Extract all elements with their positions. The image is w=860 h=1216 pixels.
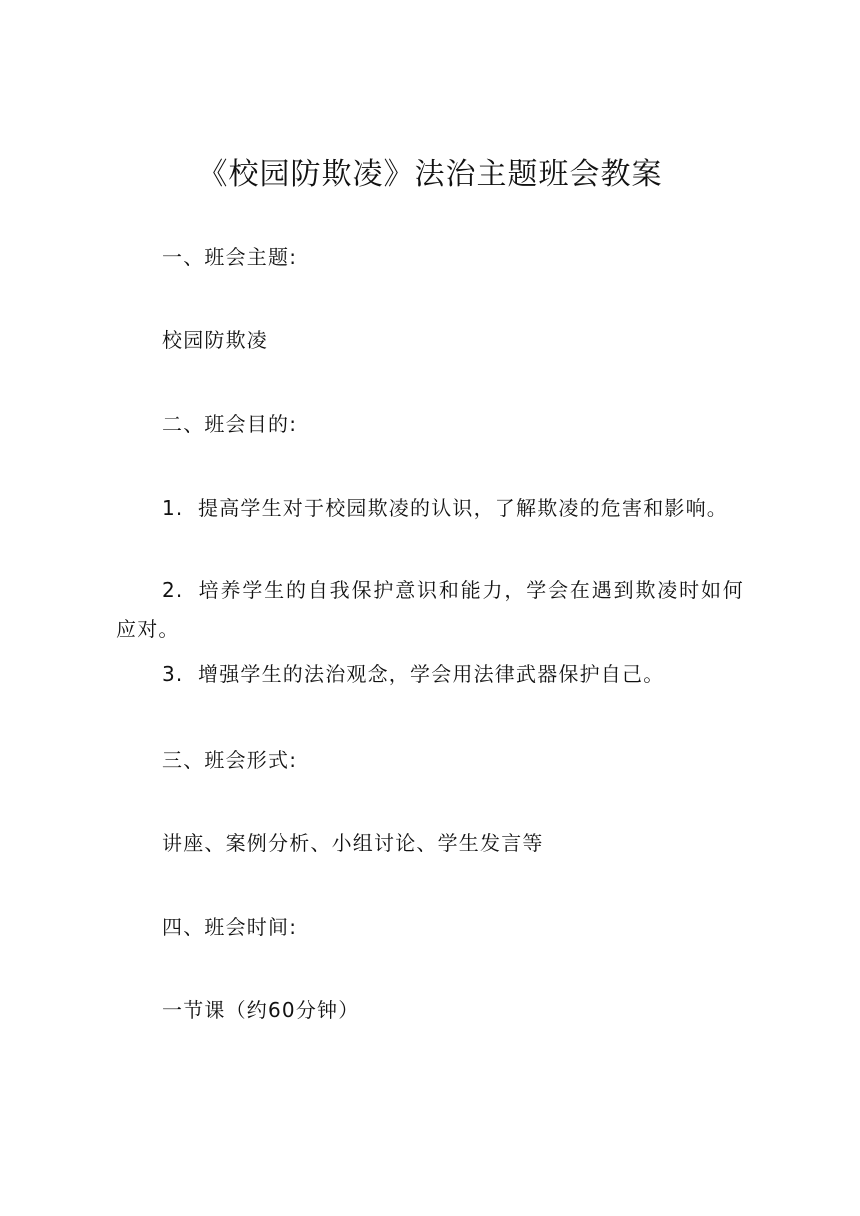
section-heading-purpose: 二、班会目的: xyxy=(162,412,298,436)
purpose-item-text: 增强学生的法治观念，学会用法律武器保护自己。 xyxy=(198,662,665,686)
section-heading-time: 四、班会时间: xyxy=(162,915,298,939)
section-content-format: 讲座、案例分析、小组讨论、学生发言等 xyxy=(162,831,544,855)
section-heading-theme: 一、班会主题: xyxy=(162,245,298,269)
purpose-item-2 xyxy=(116,571,744,649)
purpose-item-text: 培养学生的自我保护意识和能力，学会在遇到欺凌时如何应对。 xyxy=(116,578,744,641)
purpose-item-text: 提高学生对于校园欺凌的认识，了解欺凌的危害和影响。 xyxy=(198,496,728,520)
purpose-item-number: 3. xyxy=(162,662,184,686)
section-content-time: 一节课（约60分钟） xyxy=(162,998,360,1022)
document-title: 《校园防欺凌》法治主题班会教案 xyxy=(197,157,663,192)
section-heading-format: 三、班会形式: xyxy=(162,748,298,772)
purpose-item-1 xyxy=(116,489,744,528)
purpose-item-number: 2. xyxy=(162,578,184,602)
purpose-item-number: 1. xyxy=(162,496,184,520)
section-content-theme: 校园防欺凌 xyxy=(162,328,268,352)
purpose-item-3 xyxy=(116,655,744,694)
